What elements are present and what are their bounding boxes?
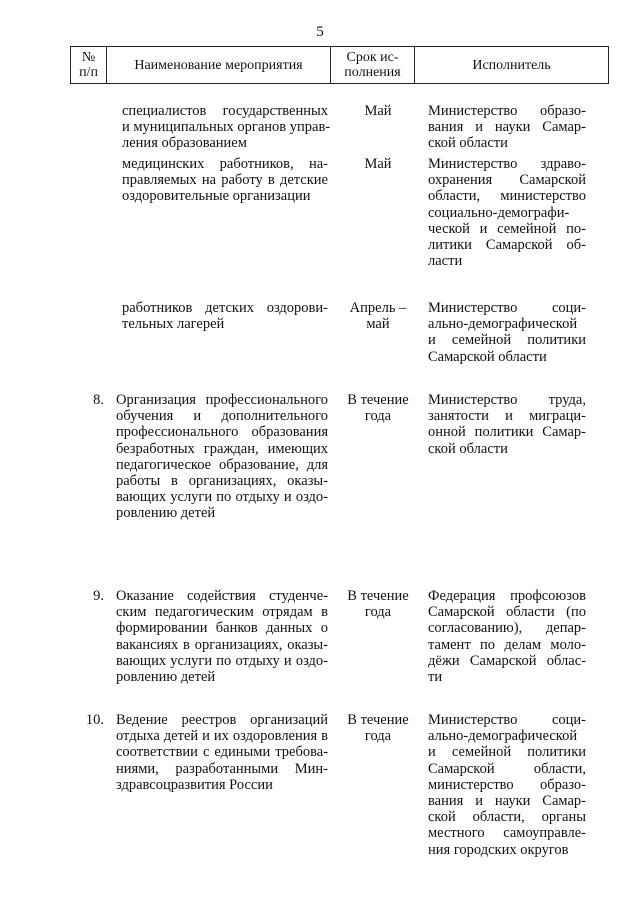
activity-name-line: тельных лагерей — [122, 316, 225, 333]
executor-line: литики Самарской об- — [428, 237, 586, 254]
deadline-line: В течение — [347, 392, 409, 408]
executor-line: занятости и миграци- — [428, 408, 586, 425]
activity-name-line: формировании банков данных о — [116, 620, 328, 637]
deadline — [337, 156, 419, 172]
activity-name-line: соответствии с едиными требова- — [116, 744, 328, 761]
activity-name-line: Оказание содействия студенче- — [116, 588, 328, 604]
executor-line: ческой и семейной по- — [428, 220, 586, 237]
activity-name-line: педагогическое образование, для — [116, 456, 328, 473]
executor — [428, 300, 586, 365]
executor — [428, 392, 586, 457]
activity-name-line: работы в организациях, оказы- — [116, 473, 328, 490]
executor-line: и семейной политики — [428, 332, 586, 349]
executor — [428, 588, 586, 685]
executor-line: вания и науки Самар- — [428, 119, 586, 136]
activity-name-line: ровлению детей — [116, 505, 216, 522]
row-number: 10. — [85, 712, 104, 728]
table-header — [70, 46, 609, 84]
activity-name-line: обучения и дополнительного — [116, 408, 328, 425]
executor-line: онной политики Самар- — [428, 424, 586, 441]
activity-name-line: специалистов государственных — [122, 103, 328, 119]
executor — [428, 712, 586, 858]
page-number: 5 — [316, 24, 324, 40]
activity-name-line: ровлению детей — [116, 669, 216, 686]
header-num-line: № — [81, 50, 96, 65]
deadline — [337, 392, 419, 424]
executor-line: ской области — [428, 135, 508, 152]
activity-name-line: медицинских работников, на- — [122, 156, 328, 172]
executor — [428, 156, 586, 269]
activity-name-line: вающих услуги по отдыху и оздо- — [116, 652, 328, 669]
executor — [428, 103, 586, 152]
activity-name-line: профессионального образования — [116, 424, 328, 441]
activity-name-line: отдыха детей и их оздоровления в — [116, 728, 328, 745]
deadline-line: года — [364, 408, 392, 425]
activity-name-line: вакансиях в организациях, оказы- — [116, 636, 328, 653]
activity-name — [116, 103, 331, 152]
header-term-line: полнения — [344, 65, 401, 80]
deadline — [337, 103, 419, 119]
executor-line: ской области — [428, 440, 508, 457]
executor-line: вания и науки Самар- — [428, 793, 586, 810]
executor-line: ти — [428, 669, 443, 686]
header-executor: Исполнитель — [415, 47, 609, 84]
executor-line: ально-демографической — [428, 316, 578, 333]
header-name: Наименование мероприятия — [107, 47, 331, 84]
executor-line: дёжи Самарской облас- — [428, 652, 586, 669]
activity-name — [116, 392, 328, 522]
activity-name-line: работников детских оздорови- — [122, 300, 328, 316]
deadline-line: года — [364, 604, 392, 621]
activity-name-line: безработных граждан, имеющих — [116, 440, 328, 457]
deadline — [337, 712, 419, 744]
executor-line: Министерство труда, — [428, 392, 586, 408]
activity-name-line: Ведение реестров организаций — [116, 712, 328, 728]
header-term-line: Срок ис- — [346, 50, 399, 65]
deadline-line: Май — [364, 156, 392, 172]
deadline-line: В течение — [347, 712, 409, 728]
executor-line: охранения Самарской — [428, 172, 586, 189]
executor-line: Министерство образо- — [428, 103, 586, 119]
activity-name-line: здравсоцразвития России — [116, 776, 273, 793]
deadline — [337, 300, 419, 332]
executor-line: Самарской области, — [428, 760, 586, 777]
row-number: 9. — [93, 588, 104, 604]
activity-name-line: ским педагогическим отрядам в — [116, 604, 328, 621]
executor-line: Федерация профсоюзов — [428, 588, 586, 604]
activity-name-line: ления образованием — [122, 135, 247, 152]
activity-name-line: оздоровительные организации — [122, 188, 311, 205]
deadline-line: Апрель – май — [349, 300, 407, 333]
header-term — [331, 47, 415, 84]
executor-line: Министерство соци- — [428, 300, 586, 316]
executor-line: тамент по делам моло- — [428, 636, 586, 653]
deadline-line: года — [364, 728, 392, 745]
executor-line: области, министерство — [428, 188, 586, 205]
header-num — [71, 47, 107, 84]
executor-line: местного самоуправле- — [428, 825, 586, 842]
activity-name-line: Организация профессионального — [116, 392, 328, 408]
row-number: 8. — [93, 392, 104, 408]
executor-line: социально-демографи- — [428, 204, 570, 221]
deadline — [337, 588, 419, 620]
executor-line: ской области, органы — [428, 809, 586, 826]
executor-line: ласти — [428, 253, 463, 270]
executor-line: ния городских округов — [428, 841, 569, 858]
deadline-line: В течение — [347, 588, 409, 604]
activity-name — [116, 156, 328, 205]
executor-line: Министерство здраво- — [428, 156, 586, 172]
activity-name-line: и муниципальных органов управ- — [122, 119, 331, 136]
activity-name — [116, 712, 328, 793]
executor-line: ально-демографической — [428, 728, 578, 745]
executor-line: Самарской области (по — [428, 604, 586, 621]
executor-line: Министерство соци- — [428, 712, 586, 728]
header-num-line: п/п — [79, 65, 98, 80]
executor-line: Самарской области — [428, 348, 547, 365]
activity-name — [116, 588, 328, 685]
deadline-line: Май — [364, 103, 392, 119]
executor-line: министерство образо- — [428, 776, 586, 793]
activity-name-line: правляемых на работу в детские — [122, 172, 328, 189]
executor-line: и семейной политики — [428, 744, 586, 761]
executor-line: согласованию), депар- — [428, 620, 586, 637]
activity-name — [116, 300, 328, 332]
activity-name-line: вающих услуги по отдыху и оздо- — [116, 489, 328, 506]
activity-name-line: ниями, разработанными Мин- — [116, 760, 328, 777]
